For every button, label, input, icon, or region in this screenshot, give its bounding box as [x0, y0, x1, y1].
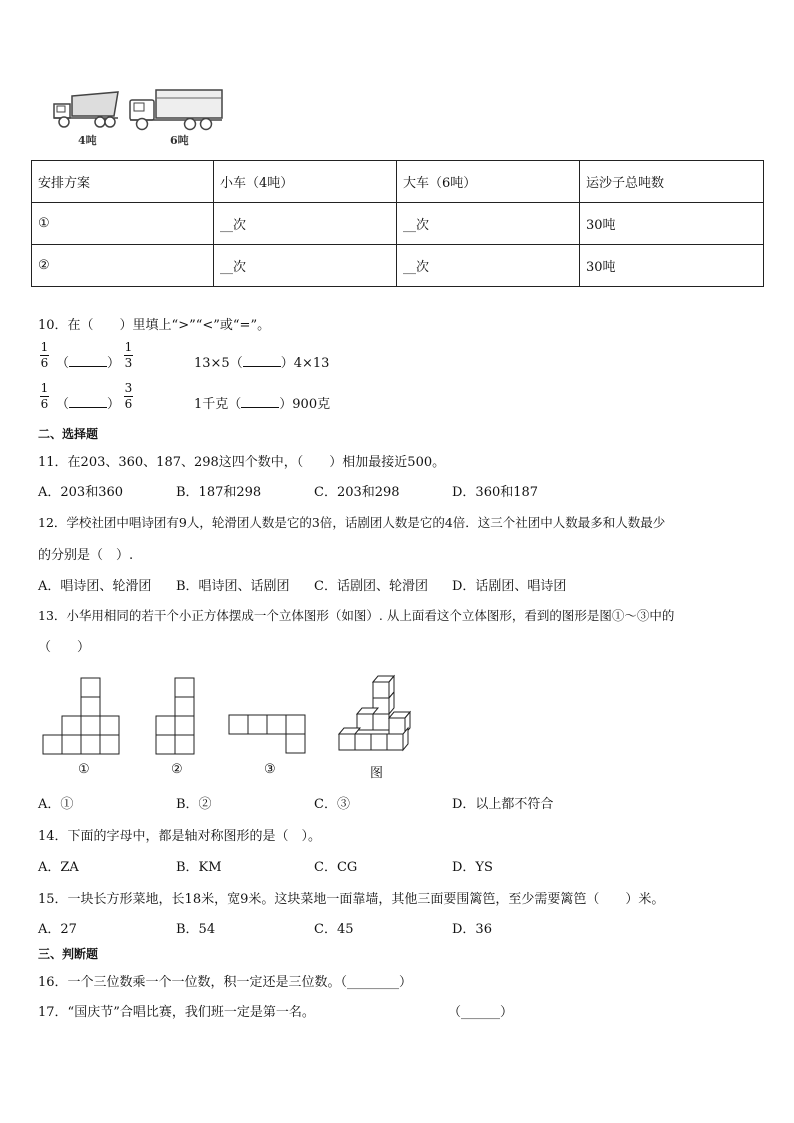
- q12-text-cont: 的分别是（ ）.: [38, 548, 134, 563]
- q12-option-a[interactable]: A．唱诗团、轮滑团: [38, 579, 152, 594]
- table-cell: 30吨: [580, 203, 764, 245]
- compare-blank[interactable]: （ ）: [56, 397, 121, 412]
- q14-option-d[interactable]: D．YS: [452, 860, 493, 875]
- q13-text-cont: （ ）: [38, 640, 91, 655]
- numerator: 1: [40, 381, 49, 395]
- figure-label: ③: [264, 762, 276, 777]
- figure-label: ②: [171, 762, 183, 777]
- table-cell[interactable]: __次: [397, 203, 580, 245]
- q15-option-d[interactable]: D．36: [452, 922, 492, 937]
- numerator: 3: [124, 381, 133, 395]
- compare-blank[interactable]: （ ）: [56, 356, 121, 371]
- table-header-cell: 运沙子总吨数: [580, 161, 764, 203]
- q12-option-d[interactable]: D．话剧团、唱诗团: [452, 579, 567, 594]
- q14-option-a[interactable]: A．ZA: [38, 860, 79, 875]
- table-header-row: [32, 161, 764, 203]
- figure-2: [155, 677, 199, 757]
- q10-text: 10．在（ ）里填上“>”“<”或“=”。: [38, 318, 271, 333]
- table-cell: ①: [32, 203, 214, 245]
- figure-1: [42, 677, 124, 757]
- denominator: 6: [124, 397, 133, 411]
- section-heading: 三、判断题: [38, 947, 99, 961]
- q15-text: 15．一块长方形菜地，长18米，宽9米。这块菜地一面靠墙，其他三面要围篱笆，至少需要篱笆（ ）米。: [38, 892, 665, 907]
- q11-option-c[interactable]: C．203和298: [314, 485, 400, 500]
- numerator: 1: [124, 340, 133, 354]
- section-heading: 二、选择题: [38, 427, 99, 441]
- q14-option-b[interactable]: B．KM: [176, 860, 222, 875]
- fraction: [40, 341, 49, 370]
- table-cell: 30吨: [580, 245, 764, 287]
- q11-option-a[interactable]: A．203和360: [38, 485, 124, 500]
- figure-solid: [336, 672, 418, 756]
- table-header-cell: 安排方案: [32, 161, 214, 203]
- q12-text: 12．学校社团中唱诗团有9人，轮滑团人数是它的3倍，话剧团人数是它的4倍．这三个社团中人数最多和人数最少: [38, 515, 666, 530]
- compare-expression[interactable]: 13×5（ ）4×13: [194, 356, 330, 371]
- q15-option-b[interactable]: B．54: [176, 922, 216, 937]
- compare-expression[interactable]: 1千克（ ）900克: [194, 397, 331, 412]
- q13-option-d[interactable]: D．以上都不符合: [452, 797, 554, 812]
- big-truck-label: 6吨: [170, 134, 189, 147]
- q13-option-a[interactable]: A．①: [38, 797, 74, 812]
- q16-text[interactable]: 16．一个三位数乘一个一位数，积一定还是三位数。（________）: [38, 975, 413, 990]
- table-header-cell: 大车（6吨）: [397, 161, 580, 203]
- table-cell[interactable]: __次: [214, 203, 397, 245]
- q15-option-a[interactable]: A．27: [38, 922, 77, 937]
- fraction: [124, 341, 133, 370]
- table-cell[interactable]: __次: [397, 245, 580, 287]
- denominator: 6: [40, 397, 49, 411]
- q13-option-c[interactable]: C．③: [314, 797, 350, 812]
- figure-label: ①: [78, 762, 90, 777]
- q12-option-b[interactable]: B．唱诗团、话剧团: [176, 579, 290, 594]
- table-cell[interactable]: __次: [214, 245, 397, 287]
- q14-text: 14．下面的字母中，都是轴对称图形的是（ ）。: [38, 829, 322, 844]
- table-row: [32, 203, 764, 245]
- table-row: [32, 245, 764, 287]
- numerator: 1: [40, 340, 49, 354]
- q12-option-c[interactable]: C．话剧团、轮滑团: [314, 579, 428, 594]
- fraction: [40, 382, 49, 411]
- plan-table: [31, 160, 764, 287]
- denominator: 3: [124, 356, 133, 370]
- table-cell: ②: [32, 245, 214, 287]
- q11-text: 11．在203、360、187、298这四个数中，（ ）相加最接近500。: [38, 455, 446, 470]
- q15-option-c[interactable]: C．45: [314, 922, 354, 937]
- q11-option-b[interactable]: B．187和298: [176, 485, 262, 500]
- q13-option-b[interactable]: B．②: [176, 797, 212, 812]
- q11-option-d[interactable]: D．360和187: [452, 485, 539, 500]
- q17-answer-blank[interactable]: （______）: [448, 1005, 514, 1020]
- truck-icon: [52, 86, 227, 136]
- figure-label: 图: [370, 766, 384, 781]
- denominator: 6: [40, 356, 49, 370]
- small-truck-label: 4吨: [78, 134, 97, 147]
- figure-3: [228, 714, 310, 758]
- q14-option-c[interactable]: C．CG: [314, 860, 358, 875]
- fraction: [124, 382, 133, 411]
- q17-text: 17．“国庆节”合唱比赛，我们班一定是第一名。: [38, 1005, 315, 1020]
- q13-text: 13．小华用相同的若干个小正方体摆成一个立体图形（如图）. 从上面看这个立体图形，看到的图形是图①～③中的: [38, 608, 675, 623]
- table-header-cell: 小车（4吨）: [214, 161, 397, 203]
